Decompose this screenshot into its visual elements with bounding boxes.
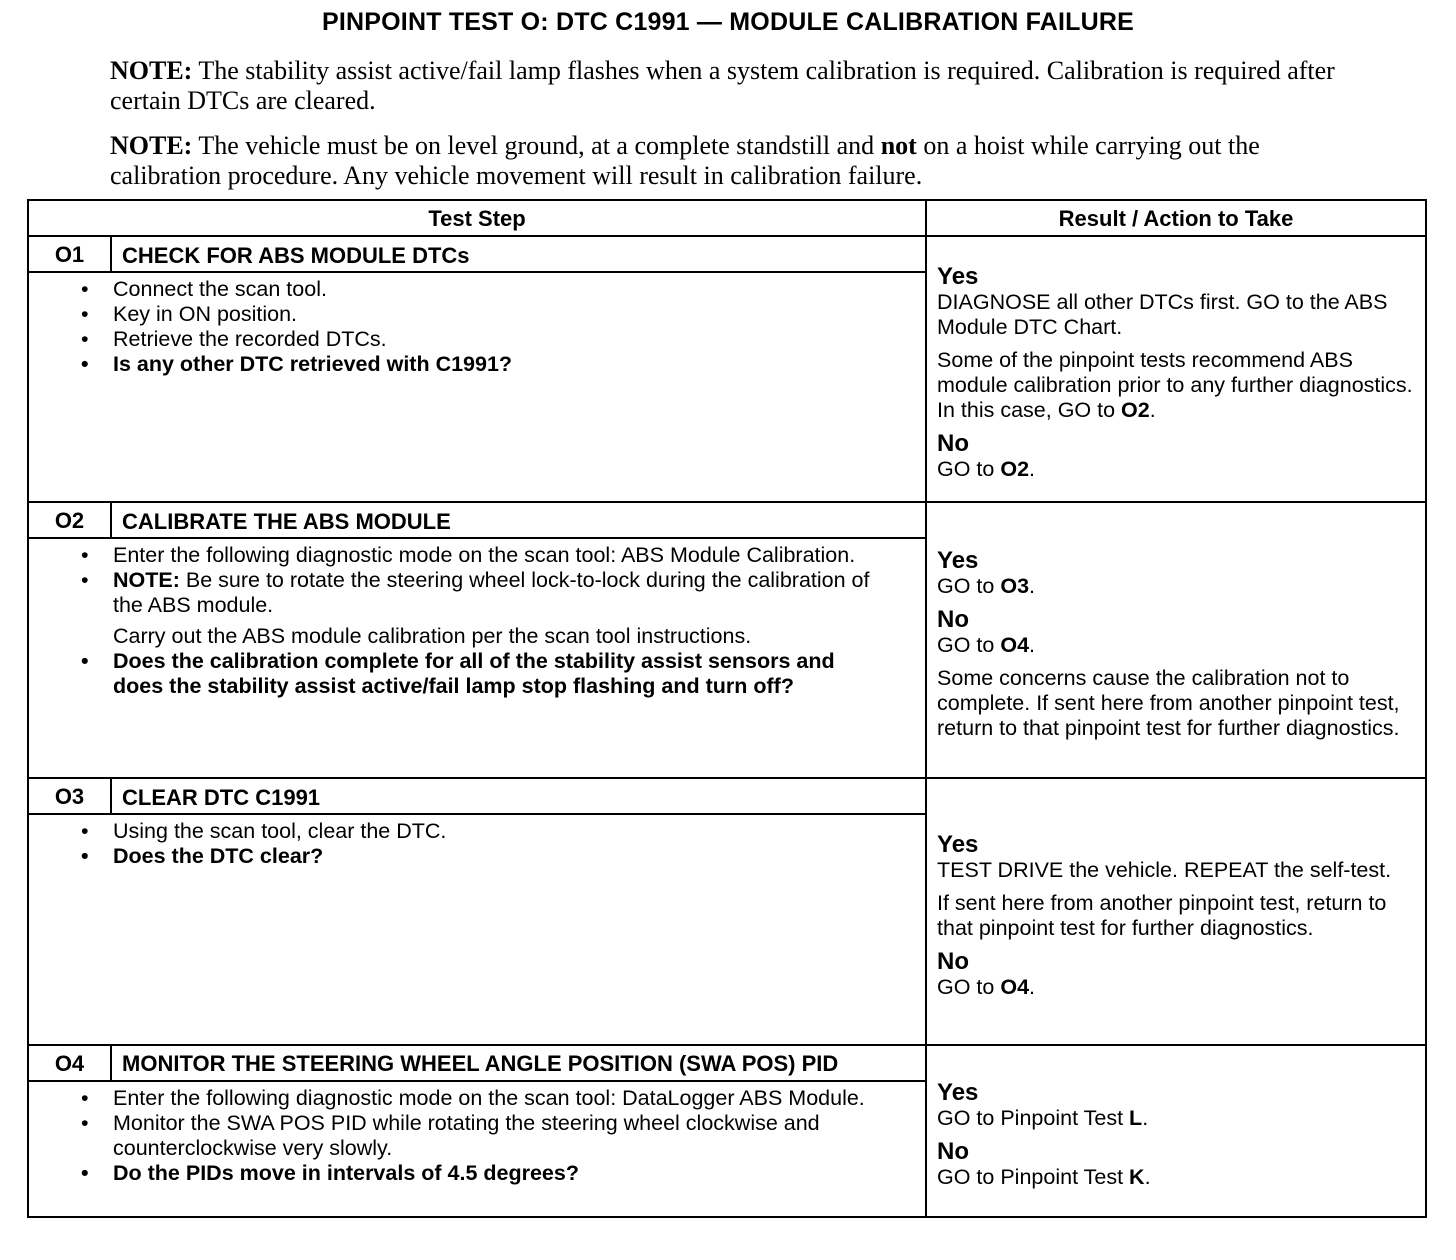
step-o1-result <box>926 236 1426 502</box>
no-label: No <box>937 430 970 457</box>
list-item <box>29 624 885 649</box>
bullet: • <box>81 302 89 326</box>
list-item <box>29 352 885 377</box>
no-label: No <box>937 947 970 975</box>
yes-label: Yes <box>937 1079 979 1106</box>
step-id: O1 <box>28 236 111 272</box>
step-o3-result <box>926 778 1426 1045</box>
yes-extra-before: Some of the pinpoint tests recommend ABS module calibration prior to any further diagnostics. In this case, GO to <box>937 348 1413 422</box>
item-text: Connect the scan tool. <box>113 277 327 301</box>
yes-label: Yes <box>937 830 979 858</box>
list-item <box>29 1111 885 1161</box>
step-title: CALIBRATE THE ABS MODULE <box>111 502 926 538</box>
yes-extra-ref: O2 <box>1121 398 1150 422</box>
yes-text-main: GO to Pinpoint Test <box>937 1106 1124 1130</box>
pinpoint-test-table <box>27 199 1427 1218</box>
item-text: Do the PIDs move in intervals of 4.5 degrees? <box>113 1161 579 1185</box>
item-text: Key in ON position. <box>113 302 298 326</box>
step-o2-result <box>926 502 1426 778</box>
bullet: • <box>81 543 89 567</box>
item-text: Monitor the SWA POS PID while rotating the steering wheel clockwise and counterclockwise very slowly. <box>113 1111 820 1160</box>
list-item <box>29 819 885 844</box>
list-item <box>29 302 885 327</box>
yes-extra-text: If sent here from another pinpoint test, return to that pinpoint test for further diagnostics. <box>937 890 1387 940</box>
yes-label: Yes <box>937 546 979 574</box>
item-text: Be sure to rotate the steering wheel lock-to-lock during the calibration of the ABS module. <box>113 568 870 617</box>
item-sub-text: Carry out the ABS module calibration per the scan tool instructions. <box>113 624 752 648</box>
no-text: GO to O2. <box>937 457 1036 481</box>
bullet: • <box>81 352 89 376</box>
item-text: Does the DTC clear? <box>113 844 324 868</box>
step-o1-title-row <box>28 236 1426 272</box>
item-text: Enter the following diagnostic mode on the scan tool: ABS Module Calibration. <box>113 543 856 567</box>
bullet: • <box>81 327 89 351</box>
yes-ref: L <box>1129 1106 1143 1130</box>
step-list <box>29 1082 925 1186</box>
no-text-main: GO to <box>937 974 995 999</box>
yes-extra-text: Some of the pinpoint tests recommend ABS module calibration prior to any further diagnostics. In this case, GO to O2. <box>937 348 1413 422</box>
note-2-label: NOTE: <box>110 131 193 160</box>
no-ref: O4 <box>1000 632 1030 657</box>
list-item <box>29 649 885 699</box>
step-o4-body <box>28 1081 926 1217</box>
step-title: CLEAR DTC C1991 <box>111 778 926 814</box>
item-text: Using the scan tool, clear the DTC. <box>113 819 447 843</box>
step-o4-title-row <box>28 1045 1426 1081</box>
no-ref: O2 <box>1000 457 1030 481</box>
no-ref: O4 <box>1000 974 1030 999</box>
yes-text: DIAGNOSE all other DTCs first. GO to the ABS Module DTC Chart. <box>937 290 1388 339</box>
no-text: GO to O4. <box>937 632 1036 657</box>
step-list <box>29 815 925 869</box>
step-o2-body <box>28 538 926 778</box>
step-o3-title-row <box>28 778 1426 814</box>
no-text-main: GO to <box>937 457 995 481</box>
yes-text-main: GO to <box>937 573 995 598</box>
yes-ref: O3 <box>1000 573 1030 598</box>
table-header-row <box>28 200 1426 236</box>
list-item <box>29 844 885 869</box>
step-id: O2 <box>28 502 111 538</box>
bullet: • <box>81 844 89 868</box>
no-extra-text: Some concerns cause the calibration not to complete. If sent here from another pinpoint test, return to that pinpoint test for further diagnostics. <box>937 665 1400 740</box>
note-2-text-before: The vehicle must be on level ground, at a complete standstill and <box>198 131 875 160</box>
item-note-label: NOTE: <box>113 568 180 592</box>
list-item <box>29 327 885 352</box>
page-title: PINPOINT TEST O: DTC C1991 — MODULE CALIBRATION FAILURE <box>322 8 1134 36</box>
step-id: O3 <box>28 778 111 814</box>
header-test-step: Test Step <box>28 200 926 236</box>
bullet: • <box>81 1161 89 1185</box>
no-label: No <box>937 1138 970 1165</box>
yes-text: TEST DRIVE the vehicle. REPEAT the self-test. <box>937 857 1392 882</box>
item-text: Does the calibration complete for all of the stability assist sensors and does the stability assist active/fail lamp stop flashing and turn off? <box>113 649 835 698</box>
step-o4-result <box>926 1045 1426 1217</box>
bullet: • <box>81 1086 89 1110</box>
step-o1-body <box>28 272 926 502</box>
no-text-main: GO to Pinpoint Test <box>937 1165 1124 1189</box>
yes-label: Yes <box>937 263 979 290</box>
step-list <box>29 539 925 699</box>
no-label: No <box>937 605 970 633</box>
bullet: • <box>81 277 89 301</box>
yes-text: GO to Pinpoint Test L. <box>937 1106 1149 1130</box>
item-text: Retrieve the recorded DTCs. <box>113 327 387 351</box>
list-item <box>29 568 885 618</box>
note-1-text: The stability assist active/fail lamp flashes when a system calibration is required. Calibration is required after certain DTCs are cleared. <box>110 56 1335 115</box>
yes-text: GO to O3. <box>937 573 1036 598</box>
header-result-action: Result / Action to Take <box>926 200 1426 236</box>
note-2-text-after: on a hoist while carrying out the calibration procedure. Any vehicle movement will result in calibration failure. <box>110 131 1260 190</box>
no-text-main: GO to <box>937 632 995 657</box>
bullet: • <box>81 1111 89 1135</box>
step-list <box>29 273 925 377</box>
step-id: O4 <box>28 1045 111 1081</box>
bullet: • <box>81 649 89 673</box>
list-item <box>29 277 885 302</box>
bullet: • <box>81 568 89 592</box>
list-item <box>29 1086 885 1111</box>
note-2 <box>110 131 1340 191</box>
note-2-emphasis: not <box>880 131 917 160</box>
note-1-label: NOTE: <box>110 56 193 85</box>
item-text: Enter the following diagnostic mode on the scan tool: DataLogger ABS Module. <box>113 1086 865 1110</box>
no-text: GO to Pinpoint Test K. <box>937 1165 1151 1189</box>
step-title: MONITOR THE STEERING WHEEL ANGLE POSITION (SWA POS) PID <box>111 1045 926 1081</box>
item-text: Is any other DTC retrieved with C1991? <box>113 352 513 376</box>
step-o3-body <box>28 814 926 1045</box>
bullet: • <box>81 819 89 843</box>
step-o2-title-row <box>28 502 1426 538</box>
no-ref: K <box>1129 1165 1145 1189</box>
no-text: GO to O4. <box>937 974 1036 999</box>
note-1 <box>110 56 1340 116</box>
list-item <box>29 543 885 568</box>
step-title: CHECK FOR ABS MODULE DTCs <box>111 236 926 272</box>
list-item <box>29 1161 885 1186</box>
